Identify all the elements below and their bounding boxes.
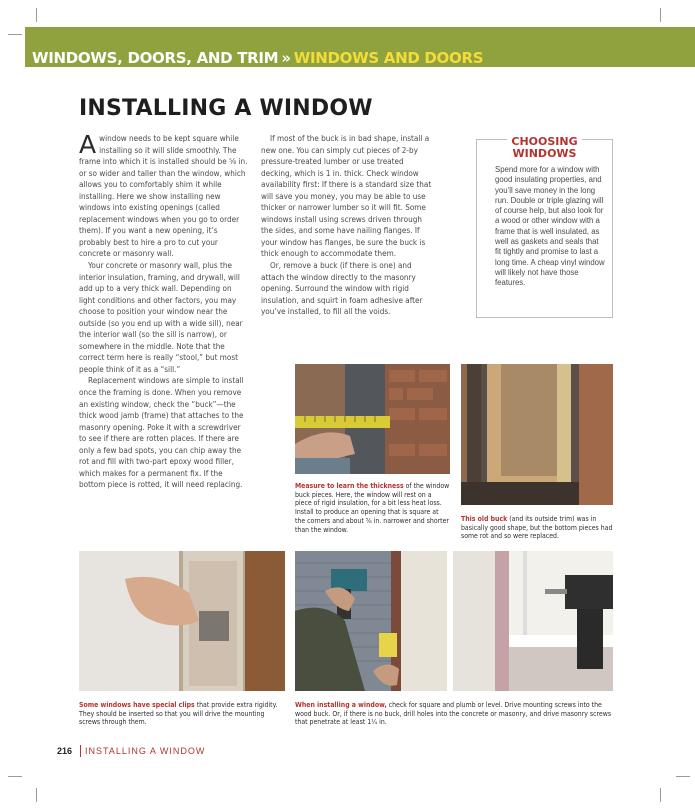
crop-mark [36,788,37,802]
body-column-2 [261,133,433,318]
photo-drill-corner [453,551,613,691]
breadcrumb-separator: » [281,49,291,67]
crop-mark [8,34,22,35]
caption-clips: Some windows have special clips that provide extra rigidity. They should be inserted so that you will drive the mounting screws through them. [79,701,278,727]
photo-window-clips [79,551,285,691]
photo-measuring-buck [295,364,450,474]
page-title: INSTALLING A WINDOW [79,96,373,121]
drop-cap: A [79,130,97,159]
paragraph: Or, remove a buck (if there is one) and attach the window directly to the masonry opening. Surround the window with rigid insulation, and squirt in foam adhesive after you’ve installed, to fill all the voids. [261,260,423,317]
sidebar-body: Spend more for a window with good insulating properties, and you’ll save money in the long run. Double or triple glazing will of course help, but also look for a wood or other window with a frame that is well insulated, as well as gaskets and seals that fit tightly and promise to last a long time. A cheap vinyl window will likely not have those features. [495,165,605,288]
photo-driving-screws [295,551,447,691]
running-footer-title: INSTALLING A WINDOW [85,746,206,756]
crop-mark [660,8,661,22]
breadcrumb-section: WINDOWS, DOORS, AND TRIM [32,49,279,67]
sidebar-box [476,135,613,318]
chapter-breadcrumb [32,49,483,67]
caption-installing: When installing a window, check for square and plumb or level. Drive mounting screws into the wood buck. Or, if there is no buck, drill holes into the concrete or masonry, and drive masonry screws that penetrate at least 1¹⁄₄ in. [295,701,612,727]
caption-measure: Measure to learn the thickness of the window buck pieces. Here, the window will rest on a piece of rigid insulation, for a bit less heat loss. Install to produce an opening that is square at the corners and about ⁵⁄₈ in. narrower and shorter than the window. [295,482,450,534]
breadcrumb-current: WINDOWS AND DOORS [293,49,484,67]
paragraph: If most of the buck is in bad shape, install a new one. You can simply cut pieces of 2-by pressure-treated lumber or use treated decking, which is 1 in. thick. Check window availability first: If there is a standard size that will save you money, you may be able to use thicker or narrower lumber so it will fit. Some windows install using screws driven through the sides, and some have nailing flanges. If your window has flanges, be sure the buck is thick enough to accommodate them. [261,133,432,259]
crop-mark [676,776,690,777]
body-column-1 [79,130,249,491]
crop-mark [36,8,37,22]
crop-mark [8,776,22,777]
paragraph: A window needs to be kept square while installing so it will slide smoothly. The frame into which it is installed should be ⁵⁄₈ in. or so wider and taller than the window, which allows you to comfortably shim it while installing. Here we show installing new windows into existing openings (called replacement windows when you go to order them). If you want a new opening, it’s probably best to hire a pro to cut your concrete or masonry wall. [79,130,248,259]
photo-old-buck [461,364,613,505]
caption-old-buck: This old buck (and its outside trim) was in basically good shape, but the bottom pieces had some rot and so were replaced. [461,515,613,541]
sidebar-title: CHOOSING WINDOWS [477,136,612,160]
footer-divider [80,745,81,757]
paragraph: Your concrete or masonry wall, plus the interior insulation, framing, and drywall, will add up to a very thick wall. Depending on light conditions and other factors, you may choose to position your window near the outside (so you end up with a wide sill), near the interior wall (so the sill is narrow), or somewhere in the middle. Note that the correct term here is really “stool,” but most people think of it as a “sill.” [79,260,243,374]
page-number: 216 [57,746,73,756]
paragraph: Replacement windows are simple to install once the framing is done. When you remove an existing window, check the “buck”—the thick wood jamb (frame) that attaches to the masonry opening. Poke it with a screwdriver to see if there are rotten places. If there are only a few bad spots, you can chip away the rot and fill with two-part epoxy wood filler, which makes for a permanent fix. If the bottom piece is rotted, it will need replacing. [79,375,244,490]
crop-mark [660,788,661,802]
